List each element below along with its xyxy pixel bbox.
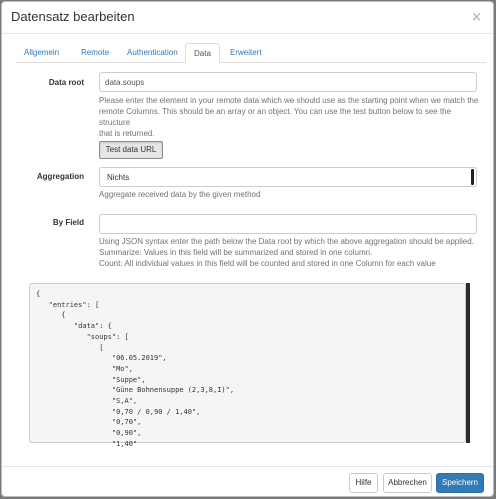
- aggregation-help: Aggregate received data by the given method: [99, 190, 261, 199]
- edit-record-dialog: [1, 1, 494, 497]
- tab-remote[interactable]: Remote: [81, 48, 110, 57]
- select-handle-icon: [471, 169, 474, 185]
- data-root-label: Data root: [48, 78, 84, 87]
- cancel-button[interactable]: Abbrechen: [383, 473, 432, 493]
- tab-allgemein[interactable]: Allgemein: [24, 48, 60, 57]
- json-preview-text: { "entries": [ { "data": { "soups": [ [ "06.05.2019", "Mo", "Suppe", "Güne Bohnensuppe (2,3,8,I)", "S,A", "0,70 / 0,90 / 1,40", "0,70", "0,90", "1,40": [36, 290, 235, 448]
- json-preview-scrollbar[interactable]: [466, 283, 470, 443]
- json-preview[interactable]: [29, 283, 466, 448]
- data-root-help-line: Please enter the element in your remote data which we should use as the starting point when we match the: [99, 96, 479, 105]
- by-field-help-line: Using JSON syntax enter the path below the Data root by which the above aggregation should be applied.: [99, 237, 474, 246]
- by-field-help: [99, 236, 484, 269]
- tab-authentication[interactable]: Authentication: [127, 48, 178, 57]
- test-data-url-button[interactable]: Test data URL: [99, 141, 163, 159]
- data-root-input[interactable]: [99, 72, 477, 92]
- save-button[interactable]: Speichern: [436, 473, 484, 493]
- dialog-header: [2, 2, 493, 34]
- aggregation-select[interactable]: [99, 167, 477, 187]
- aggregation-label: Aggregation: [36, 172, 84, 181]
- aggregation-selected-value: Nichts: [107, 173, 130, 182]
- by-field-label: By Field: [52, 218, 84, 227]
- tab-bar: [16, 43, 486, 63]
- data-root-help-line: remote Columns. This should be an array or an object. You can use the test button below to see the structure: [99, 107, 452, 127]
- close-icon[interactable]: ×: [471, 10, 482, 25]
- tab-data[interactable]: Data: [185, 43, 220, 64]
- dialog-title: Datensatz bearbeiten: [11, 9, 135, 24]
- help-button[interactable]: Hilfe: [349, 473, 378, 493]
- by-field-input[interactable]: [99, 214, 477, 234]
- data-root-help: [99, 95, 484, 139]
- by-field-help-line: Count: All individual values in this field will be counted and stored in one Column for each value: [99, 259, 436, 268]
- data-root-help-line: that is returned.: [99, 129, 155, 138]
- tab-erweitert[interactable]: Erweitert: [230, 48, 262, 57]
- by-field-help-line: Summarize: Values in this field will be summarized and stored in one column.: [99, 248, 373, 257]
